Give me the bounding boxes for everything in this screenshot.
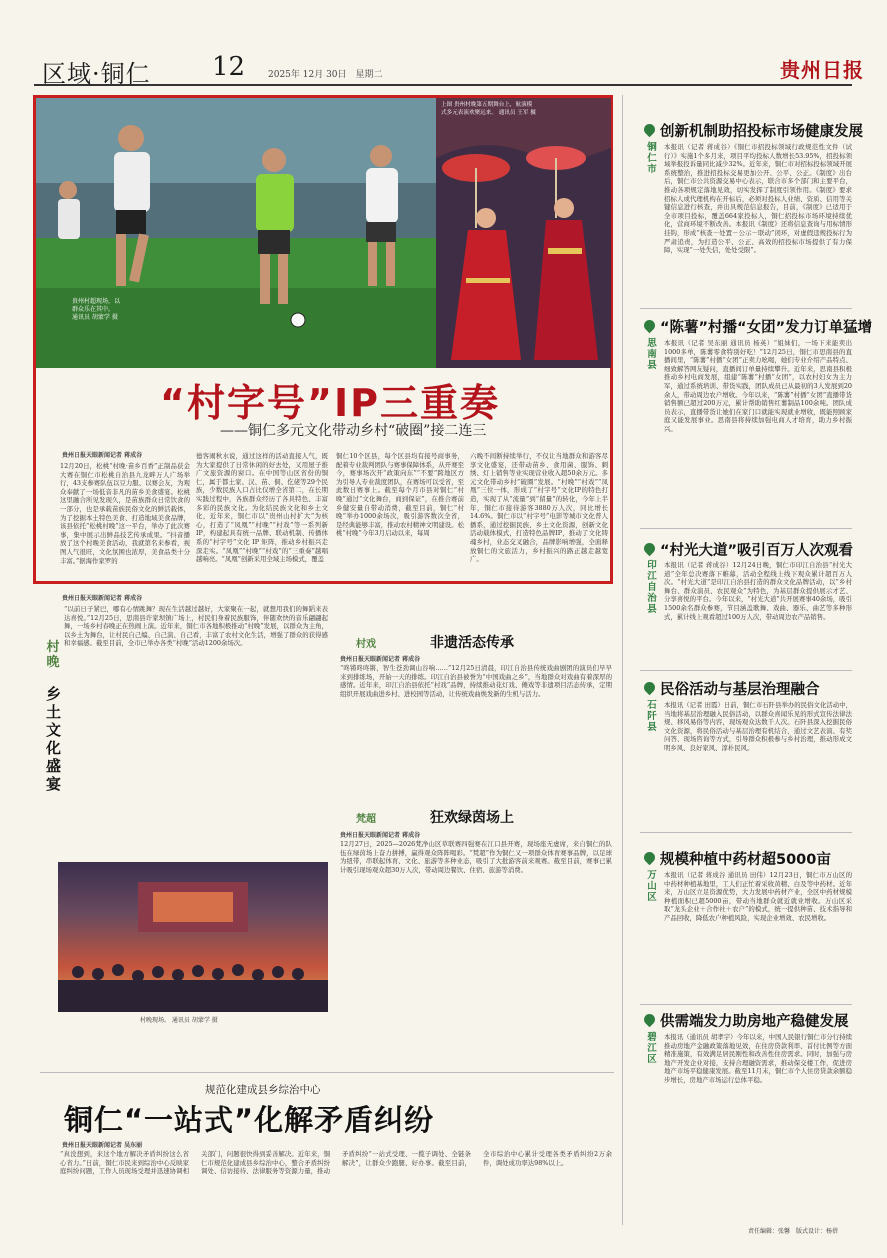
village-gala-photo (436, 98, 611, 368)
village-tag: 村晚 (46, 640, 60, 670)
feature-body-col-1: 12月20日，松桃“村晚·苗乡百香”正制品获金大赛在铜仁市松桃自治县九龙畔万人广场举行，43支参赛队伍以豆力服、以赛会友，为观众奉献了一场低音非凡的苗乡美食盛宴。松桃这里融合所见发现久，是苗族群众日常饮食的一部分，也是承载苗族民俗文化的鲜活载体，为了挖掘本土特色美食、打造地域美食品牌，该县依托“松桃村晚”这一平台，举办了此次赛事，集中展示出鲜品技艺传承成果。“抖音播放了这个村晚美食活动，我就第名来参看，视图人气很旺，文化氛围也浓厚，美食品类十分丰富。”据海作家罗的 (60, 462, 190, 565)
news-5-body: 本报讯（记者 蒋成谷 通讯员 田伟）12月23日，铜仁市万山区的中药材种植基地里，工人们正忙着采收黄精、白及等中药材。近年来，万山区立足资源优势，大力发展中药材产业，全区中药材规模种植面积已超5000亩，带动当地群众就近就业增收。万山区采取“龙头企业＋合作社＋农户”的模式，统一提供种苗、技术指导和产品回收，降低农户种植风险，实现企业增效、农民增收。 (664, 871, 852, 922)
feature-body-col-2: 德客闹秋水说，通过这样的活动直接人气，既为大家提供了日常休闲的好去处，又用屋子推广文旅资源的窗口。在中国等山区省份的铜仁，属于都土家、汉、苗、侗、仡佬等29个民族，少数民族人口占比仅增全省第二，在长期实践过程中，各族群众经历了各具特色、丰富多彩的民族文化。为化结民族文化和乡土文化，近年来，铜仁市以“贵州山村扩大”为核心，打造了“凤凰”“村晚”“村戏”等一系列新IP，构建起具有统一品牌、联动机制、传播体系的“村字号”文化 IP 矩阵，推动乡村振兴走深走实。“凤凰”“村晚”“村戏”的“三重奏”越唱越响亮。“凤凰”创新采用全域主场模式，覆盖 (196, 452, 328, 564)
page-header (34, 52, 852, 86)
news-5-headline: 规模种植中药材超5000亩 (660, 852, 831, 868)
divider (40, 1072, 614, 1073)
sports-tag: 梵超 (356, 814, 376, 825)
divider (640, 670, 852, 671)
football-photo (36, 98, 464, 368)
village-body: “以前日子紧巴，哪有心情跳舞？现在生活越过越好，大家聚在一起，就想用我们的舞蹈来表达喜悦。”12月25日，思南县许家坝镇广场上，村民们身着民族服饰，伴随欢快的音乐翩翩起舞，一场乡村春晚正在热闹上演。近年来，铜仁市各地积极推动“村晚”发展，以群众为主角，以乡土为舞台，让村民自己编、自己演、自己看，丰富了农村文化生活，增强了群众的获得感和幸福感。截至目前，全市已举办各类“村晚”活动1200余场次。 (64, 605, 328, 648)
bottom-headline: 铜仁“一站式”化解矛盾纠纷 (64, 1103, 435, 1137)
news-6-body: 本报讯（通讯员 胡孝宇）今年以来，中国人民银行铜仁市分行持续推动房地产金融政策落地见效，在住房贷款利率、首付比例等方面精准施策，有效满足居民刚性和改善性住房需求。同时，加强与房地产开发企业对接，支持合理融资需求，推动保交楼工作，促进房地产市场平稳健康发展。截至11月末，铜仁市个人住房贷款余额稳步增长，房地产市场运行总体平稳。 (664, 1033, 852, 1084)
feature-body-col-3: 铜仁10个区县，每个区县均有接号商事务，配着专业裁判团队与赛事保障体系，从开赛至今，赛事场次开“政策向东”“不要”跨地区方为引导人专业裁度团队，在赛场可以受省，至此数日赛事上。截至每个月市县对铜仁“村晚”通过“文化舞台，商到保证”，在推合赛前乡健安量自带动消费，截至目前，铜仁“村晚”举办1000余场次，吸引游客数次全省，是经典能够丰富，推动农村精神文明建设。松桃“村晚”今年3月启动以来，每周 (336, 452, 464, 538)
crowd-illustration (58, 862, 328, 1012)
page-number: 12 (212, 52, 246, 82)
sports-byline: 贵州日报天眼新闻记者 蒋成谷 (340, 832, 421, 839)
column-separator (622, 95, 623, 1225)
village-headline: 乡土文化盛宴 (46, 685, 62, 793)
village-crowd-photo (58, 862, 328, 1012)
news-3-location: 印江自治县 (647, 560, 657, 615)
location-pin-icon (642, 541, 658, 557)
opera-headline: 非遗活态传承 (430, 635, 514, 651)
news-6-location: 碧江区 (647, 1032, 657, 1065)
opera-body: “咚锵咚咚锵，智生苍劲调山谷响……”12月25日清晨，印江自治县传统戏曲剧团的演员们早早来到排练场，开始一天的排练。印江自治县被誉为“中国戏曲之乡”，当地群众对戏曲有着深厚的感情。近年来，印江自治县依托“村戏”品牌，持续推动花灯戏、傩戏等非遗项目活态传承，定期组织开展戏曲进乡村、进校园等活动，让传统戏曲焕发新的生机与活力。 (340, 664, 612, 698)
news-3-body: 本报讯（记者 蒋成谷）12月24日晚，铜仁市印江自治县“村光大道”全年总决赛落下帷幕，活动全程线上线下观众累计超百万人次。“村光大道”是印江自治县打造的群众文化品牌活动，以“乡村舞台、群众演员、农民观众”为特色，为基层群众提供展示才艺、分享喜悦的平台。今年以来，“村光大道”共开展赛事40余场，吸引1500余名群众参赛，节目涵盖歌舞、戏曲、器乐、曲艺等多种形式，累计线上观看超过100万人次，带动周边农产品销售。 (664, 561, 852, 621)
sports-headline: 狂欢绿茵场上 (430, 810, 514, 826)
photo2-caption: 上图 贵州村晚第五期舞台上，航演模 式多元表演欢聚远来。 通讯员 王军 摄 (441, 102, 536, 116)
photo1-caption: 贵州村超现场，以 群众乐在其中。 通讯员 胡蒙学 摄 (72, 298, 121, 321)
location-pin-icon (642, 318, 658, 334)
opera-byline: 贵州日报天眼新闻记者 蒋成谷 (340, 656, 421, 663)
news-1-headline: 创新机制助招投标市场健康发展 (660, 124, 863, 140)
news-1-body: 本报讯（记者 蒋成谷）《铜仁市招投标领域行政规范性文件（试行）》实施1个多月来，项目平均投标人数增长53.95%，招投标领域举报投诉量同比减少32%。近年来，铜仁市对招标投标领域开展系统整治，推进招投标交易更加公开、公平、公正。《制度》出台后，铜仁市公共资源交易中心表示，联合市多个部门和主要平台，推动各项规定落地见效，切实发挥了制度引领作用。《制度》要求招标人或代理机构在开标后，必须对投标人业绩、资质、信用等关键信息进行核查，并出具规范信息报告，目前，《制度》已适用于全市项目投标，覆盖664家投标人，铜仁招投标市场环境持续优化，营商环境不断改善。本报讯《制度》还将信息查询与用标情形挂钩，形成“核查－处置－公示－联动”闭环，对虚假违规投标行为严肃追责，为打造公平、公正、高效的招投标市场提供了有力保障，实现“一处失信，处处受限”。 (664, 143, 852, 255)
news-4-headline: 民俗活动与基层治理融合 (660, 682, 820, 698)
sports-body: 12月27日，2025—2026梵净山区草联赛四强赛在江口县开赛，现场座无虚席，来自铜仁的队伍在绿茵场上奋力拼搏，赢得观众阵阵喝彩。“梵超”作为铜仁又一项群众体育赛事品牌，以足球为纽带，串联起体育、文化、旅游等多种业态，吸引了大批游客前来观赛。截至目前，赛事已累计吸引现场观众超30万人次，带动周边餐饮、住宿、旅游等消费。 (340, 840, 612, 874)
village-byline: 贵州日报天眼新闻记者 蒋成谷 (62, 595, 143, 602)
news-5-location: 万山区 (647, 870, 657, 903)
opera-tag: 村戏 (356, 639, 376, 650)
football-illustration (36, 98, 464, 368)
bottom-kicker: 规范化建成县乡综治中心 (205, 1084, 321, 1096)
feature-headline: “村字号”IP三重奏 (160, 381, 500, 425)
feature-byline: 贵州日报天眼新闻记者 蒋成谷 (62, 452, 143, 459)
divider (640, 528, 852, 529)
news-2-headline: “陈薯”村播“女团”发力订单猛增 (660, 320, 873, 336)
location-pin-icon (642, 122, 658, 138)
bottom-byline: 贵州日报天眼新闻记者 吴东丽 (62, 1142, 143, 1149)
divider (640, 308, 852, 309)
bottom-body: “真没想到，来这个地方解决矛盾纠纷这么省心省力。”日前，铜仁市民来到综治中心反映家庭纠纷问题，工作人员现场受理并迅速协调相关部门，问题很快得到妥善解决。近年来，铜仁市规范化建成县乡综治中心，整合矛盾纠纷调处、信访接待、法律服务等资源力量，推动矛盾纠纷“一站式受理、一揽子调处、全链条解决”，让群众少跑腿、好办事。截至目前，全市综治中心累计受理各类矛盾纠纷2万余件，调处成功率达98%以上。 (60, 1150, 612, 1176)
divider (640, 1004, 852, 1005)
news-3-headline: “村光大道”吸引百万人次观看 (660, 543, 854, 559)
news-4-location: 石阡县 (647, 700, 657, 733)
news-6-headline: 供需端发力助房地产稳健发展 (660, 1014, 849, 1030)
section-name: 区域·铜仁 (42, 60, 151, 88)
umbrella-dance-illustration (436, 98, 611, 368)
feature-subheadline: ——铜仁多元文化带动乡村“破圈”接二连三 (220, 423, 487, 439)
news-2-location: 思南县 (647, 338, 657, 371)
news-1-location: 铜仁市 (647, 142, 657, 175)
village-photo-caption: 村晚现场。 通讯员 胡蒙学 摄 (140, 1017, 218, 1024)
location-pin-icon (642, 680, 658, 696)
feature-body-col-4: 六晚不间断持续举行，不仅让当地群众和游客尽享文化盛宴，还带动苗乡、食用菌、服饰、刺绣、灯上销售等业实现营业收入超50余万元。多元文化带动乡村“破圈”发展。“村晚”“村戏”“凤凰”三位一体，形成了“村字号”文化IP的特色打造，实现了从“流量”到“留量”的转化，今年上半年，铜仁市接待游客3880万人次，同比增长14.6%。铜仁市以“村字号”电影等城市文化普人播系，通过挖掘民族、乡土文化资源，创新文化活动载体模式，打造特色品牌IP，推动了文化铸魂乡村，业态交叉融合，品牌影响增强，全面释放铜仁的文旅活力，乡村振兴的路正越走越宽广。 (470, 452, 608, 564)
issue-date: 2025年 12月 30日 星期二 (268, 70, 383, 80)
news-2-body: 本报讯（记者 吴东丽 通讯员 杨英）“姐妹们，一场下来能卖出1000多单，陈薯零食特别好吃！”12月25日，铜仁市思南县的直播间里，“陈薯”村播“女团”正卖力吆喝，她们专业介绍产品特点、细致解答网友疑问，直播间订单量持续攀升。近年来，思南县积极推动乡村电商发展，组建“陈薯”村播“女团”，以农村妇女为主力军，通过系统培训、带货实践，团队成员已从最初的3人发展到20余人，带动周边农户增收。今年以来，“陈薯”村播“女团”直播带货销售额已超过200万元，累计帮助销售红薯制品100余吨。团队成员表示，直播带货让她们在家门口就能实现就业增收，既能照顾家庭又能发展事业。思南县将持续加强电商人才培育，助力乡村振兴。 (664, 339, 852, 433)
divider (640, 832, 852, 833)
location-pin-icon (642, 850, 658, 866)
page-footer: 责任编辑：张馨 版式设计：杨蓓 (748, 1228, 839, 1235)
newspaper-logo: 贵州日报 (780, 58, 864, 82)
news-4-body: 本报讯（记者 田霞）日前，铜仁市石阡县举办的民俗文化活动中，当地将基层治理融入民俗活动，以群众喜闻乐见的形式宣传法律法规、移风易俗等内容，现场观众达数千人次。石阡县深入挖掘民俗文化资源，将民俗活动与基层治理有机结合，通过文艺表演、有奖问答、现场咨询等方式，引导群众积极参与乡村治理，推动形成文明乡风、良好家风、淳朴民风。 (664, 701, 852, 752)
location-pin-icon (642, 1012, 658, 1028)
